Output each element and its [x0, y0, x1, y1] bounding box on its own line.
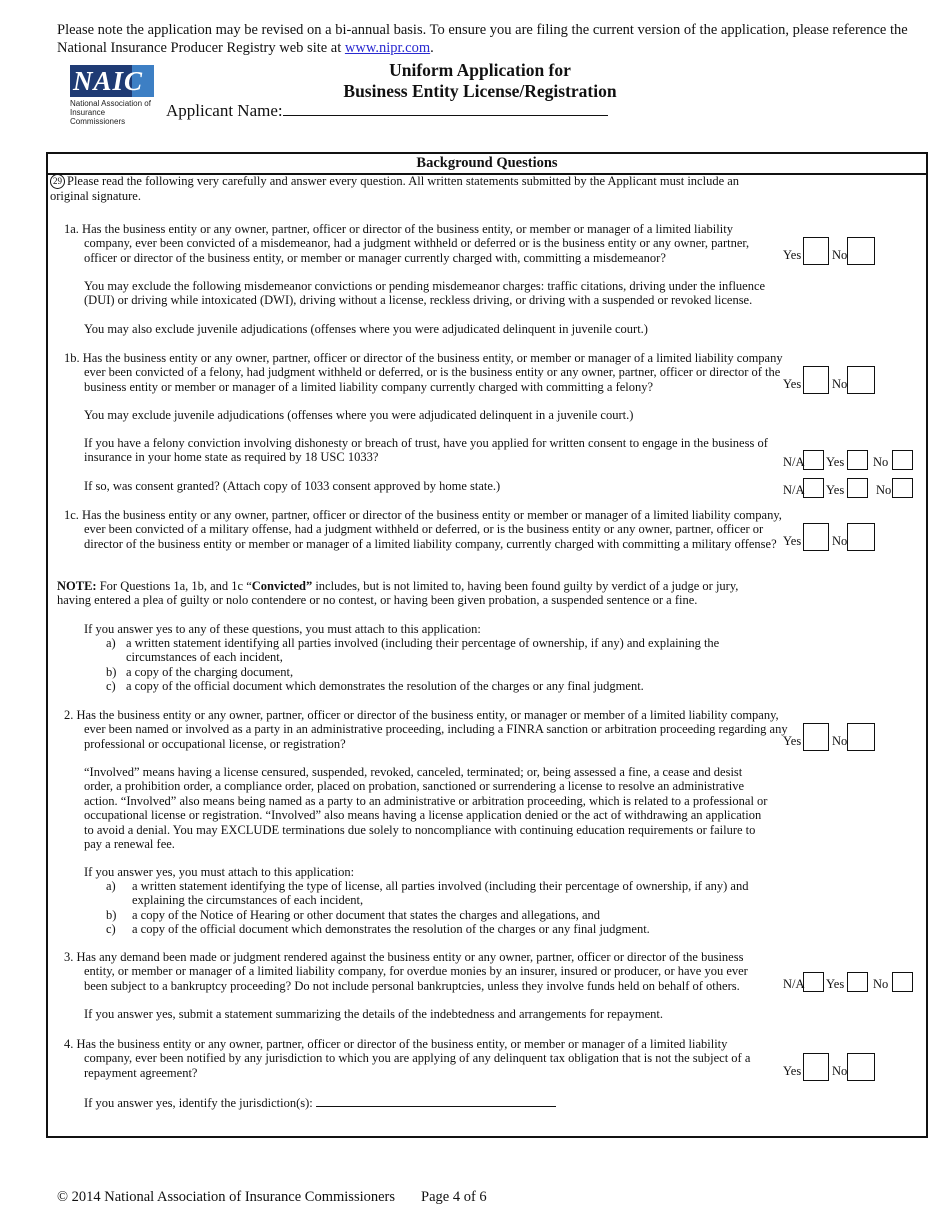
- checkbox-granted-yes[interactable]: [847, 478, 868, 498]
- question-2-involved: “Involved” means having a license censured, suspended, revoked, canceled, terminated; or, being assessed a fine, a cease and desist order, a prohibition order, a compliance order, placed on probation, sanctioned or surrendering a license to resolve an administrative action. “Involved” also means being named as a party to an administrative or arbitration proceeding, which is related to a professional or occupational license or registration. “Involved” also means having a license application denied or the act of withdrawing an application to avoid a denial. You may EXCLUDE terminations due solely to noncompliance with continuing education requirements or failure to pay a renewal fee.: [84, 765, 768, 852]
- form-title: Uniform Application for Business Entity License/Registration: [343, 60, 617, 101]
- checkbox-3-yes[interactable]: [847, 972, 868, 992]
- revision-notice: Please note the application may be revised on a bi-annual basis. To ensure you are filing the current version of the application, please reference the National Insurance Producer Registry web site at www.nipr.com.: [57, 22, 908, 56]
- question-1b-juvenile: You may exclude juvenile adjudications (offenses where you were adjudicated delinquent in a juvenile court.): [84, 408, 634, 422]
- attach-2-list: a) a written statement identifying the type of license, all parties involved (including their percentage of ownership, if any) and explaining the circumstances of each incident, b) a copy of the Notice of Hearing or other document that states the charges and allegations, and c) a copy of the official document which demonstrates the resolution of the charges or any final judgment.: [106, 879, 749, 937]
- checkbox-4-no[interactable]: [847, 1053, 875, 1081]
- jurisdiction-line[interactable]: [316, 1095, 556, 1107]
- item-number: 29: [50, 174, 65, 189]
- question-1b: 1b. Has the business entity or any owner, partner, officer or director of the business entity, or member or manager of a limited liability company ever been convicted of a felony, had judgment withheld or deferred, or is the business entity or any owner, partner, officer or director of the business entity or member or manager of a limited liability company currently charged with committing a felony?: [64, 351, 783, 394]
- question-3-note: If you answer yes, submit a statement summarizing the details of the indebtedness and arrangements for repayment.: [84, 1007, 663, 1021]
- checkbox-3-na[interactable]: [803, 972, 824, 992]
- checkbox-3-no[interactable]: [892, 972, 913, 992]
- section-heading: Background Questions: [48, 154, 926, 175]
- naic-logo: NAIC National Association of Insurance Commissioners: [70, 65, 158, 119]
- checkbox-consent-na[interactable]: [803, 450, 824, 470]
- checkbox-2-no[interactable]: [847, 723, 875, 751]
- answer-1b-granted: N/A Yes No: [781, 470, 916, 498]
- checkbox-consent-no[interactable]: [892, 450, 913, 470]
- answer-1a: Yes No: [781, 235, 881, 263]
- checkbox-1c-no[interactable]: [847, 523, 875, 551]
- question-1a: 1a. Has the business entity or any owner, partner, officer or director of the business entity, or member or manager of a limited liability company, ever been convicted of a misdemeanor, had a judgment withheld or deferred or is the business entity or any owner, partner, officer or director of the business entity, or member or manager currently charged with, committing a misdemeanor?: [64, 222, 750, 265]
- checkbox-1a-no[interactable]: [847, 237, 875, 265]
- attach-2-intro: If you answer yes, you must attach to this application:: [84, 865, 355, 879]
- note-convicted: NOTE: For Questions 1a, 1b, and 1c “Convicted” includes, but is not limited to, having been found guilty by verdict of a judge or jury, having entered a plea of guilty or nolo contendere or no contest, or having been given probation, a suspended sentence or a fine.: [57, 579, 739, 608]
- answer-4: Yes No: [781, 1051, 881, 1079]
- answer-1c: Yes No: [781, 521, 881, 549]
- checkbox-2-yes[interactable]: [803, 723, 829, 751]
- checkbox-4-yes[interactable]: [803, 1053, 829, 1081]
- answer-1b: Yes No: [781, 364, 881, 392]
- attach-1-intro: If you answer yes to any of these questions, you must attach to this application:: [84, 622, 481, 636]
- page-footer: [57, 1189, 487, 1206]
- attach-1-list: a) a written statement identifying all parties involved (including their percentage of ownership, if any) and explaining the circumstances of each incident, b) a copy of the charging document, c) a copy of the official document which demonstrates the resolution of the charges or any final judgment.: [106, 636, 720, 694]
- page-number: Page 4 of 6: [421, 1189, 487, 1205]
- background-questions-panel: [46, 152, 928, 1138]
- answer-3: N/A Yes No: [781, 964, 916, 992]
- checkbox-1c-yes[interactable]: [803, 523, 829, 551]
- applicant-name-field[interactable]: Applicant Name:: [166, 101, 608, 121]
- checkbox-1b-yes[interactable]: [803, 366, 829, 394]
- question-4-jurisdiction: If you answer yes, identify the jurisdiction(s):: [84, 1095, 774, 1110]
- nipr-link[interactable]: www.nipr.com: [344, 39, 431, 56]
- answer-2: Yes No: [781, 721, 881, 749]
- question-2: 2. Has the business entity or any owner, partner, officer or director of the business entity, or manager or member of a limited liability company, ever been named or involved as a party in an administrative proceeding, including a FINRA sanction or arbitration proceeding regarding any professional or occupational license, or registration?: [64, 708, 788, 751]
- answer-1b-consent: N/A Yes No: [781, 442, 916, 470]
- question-1a-exclusions: You may exclude the following misdemeanor convictions or pending misdemeanor charges: traffic citations, driving under the influence (DUI) or driving while intoxicated (DWI), driving without a license, reckless driving, or driving with a suspended or revoked license.: [84, 279, 766, 308]
- question-1b-consent: If you have a felony conviction involving dishonesty or breach of trust, have you applied for written consent to engage in the business of insurance in your home state as required by 18 USC 1033?: [84, 436, 768, 465]
- checkbox-consent-yes[interactable]: [847, 450, 868, 470]
- checkbox-1b-no[interactable]: [847, 366, 875, 394]
- question-1c: 1c. Has the business entity or any owner, partner, officer or director of the business entity or member or manager of a limited liability company, ever been convicted of a military offense, had a judgment withheld or deferred, or is the business entity or any owner, partner, officer or director of the business entity or member or manager of a limited liability company, currently charged with committing a military offense?: [64, 508, 782, 551]
- checkbox-granted-no[interactable]: [892, 478, 913, 498]
- copyright: © 2014 National Association of Insurance Commissioners: [57, 1189, 396, 1205]
- question-3: 3. Has any demand been made or judgment rendered against the business entity or any owner, partner, officer or director of the business entity, or member or manager of a limited liability company, for overdue monies by an insurer, insured or producer, or have you ever been subject to a bankruptcy proceeding? Do not include personal bankruptcies, unless they involve funds held on behalf of others.: [64, 950, 748, 993]
- applicant-name-line[interactable]: [283, 101, 608, 116]
- question-1b-granted: If so, was consent granted? (Attach copy of 1033 consent approved by home state.): [84, 479, 501, 493]
- question-4: 4. Has the business entity or any owner, partner, officer or director of the business entity, or member or manager of a limited liability company, ever been notified by any jurisdiction to which you are applying of any delinquent tax obligation that is not the subject of a repayment agreement?: [64, 1037, 751, 1080]
- checkbox-granted-na[interactable]: [803, 478, 824, 498]
- intro-text: 29 Please read the following very carefully and answer every question. All written statements submitted by the Applicant must include an original signature.: [50, 174, 740, 203]
- checkbox-1a-yes[interactable]: [803, 237, 829, 265]
- question-1a-juvenile: You may also exclude juvenile adjudications (offenses where you were adjudicated delinquent in juvenile court.): [84, 322, 648, 336]
